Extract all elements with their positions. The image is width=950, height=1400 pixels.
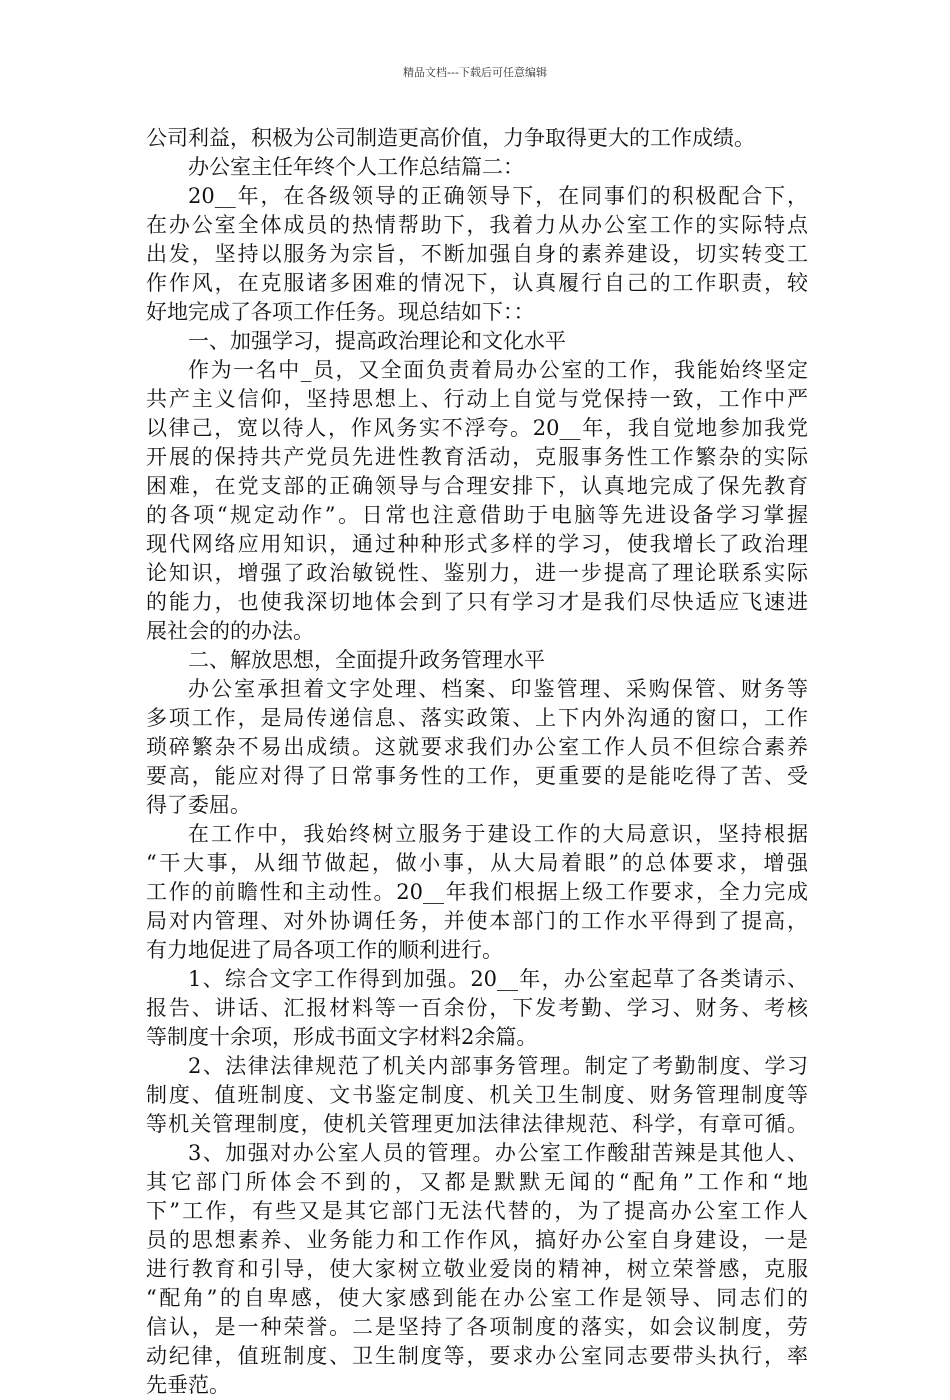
text-line: 有力地促进了局各项工作的顺利进行。 xyxy=(146,938,503,962)
text-line: 在办公室全体成员的热情帮助下，我着力从办公室工作的实际特点 xyxy=(146,213,808,237)
text-line: 共产主义信仰，坚持思想上、行动上自觉与党保持一致，工作中严 xyxy=(146,387,808,411)
text-line: “干大事，从细节做起，做小事，从大局着眼”的总体要求，增强 xyxy=(146,851,808,875)
text-line: 作作风，在克服诸多困难的情况下，认真履行自己的工作职责，较 xyxy=(146,271,808,295)
text-line: 制度、值班制度、文书鉴定制度、机关卫生制度、财务管理制度等 xyxy=(146,1083,808,1107)
text-line: 动纪律，值班制度、卫生制度等，要求办公室同志要带头执行，率 xyxy=(146,1344,808,1368)
text-line: 的各项“规定动作”。日常也注意借助于电脑等先进设备学习掌握 xyxy=(146,503,808,527)
text-line: 要高，能应对得了日常事务性的工作，更重要的是能吃得了苦、受 xyxy=(146,764,808,788)
text-line: 信认，是一种荣誉。二是坚持了各项制度的落实，如会议制度，劳 xyxy=(146,1315,808,1339)
text-line: 的能力，也使我深切地体会到了只有学习才是我们尽快适应飞速进 xyxy=(146,590,808,614)
text-line: “配角”的自卑感，使大家感到能在办公室工作是领导、同志们的 xyxy=(146,1286,808,1310)
text-line: 其它部门所体会不到的，又都是默默无闻的“配角”工作和“地 xyxy=(146,1170,808,1194)
text-line: 等机关管理制度，使机关管理更加法律法律规范、科学，有章可循。 xyxy=(146,1112,808,1136)
page-header: 精品文档---下载后可任意编辑 xyxy=(403,66,547,79)
text-line: 下”工作，有些又是其它部门无法代替的，为了提高办公室工作人 xyxy=(146,1199,808,1223)
text-line: 员的思想素养、业务能力和工作作风，搞好办公室自身建设，一是 xyxy=(146,1228,808,1252)
text-line: 作为一名中_员，又全面负责着局办公室的工作，我能始终坚定 xyxy=(188,358,808,382)
text-line: 一、加强学习，提高政治理论和文化水平 xyxy=(188,329,566,353)
text-line: 办公室承担着文字处理、档案、印鉴管理、采购保管、财务等 xyxy=(188,677,808,701)
text-line: 好地完成了各项工作任务。现总结如下：： xyxy=(146,300,535,324)
text-line: 3、加强对办公室人员的管理。办公室工作酸甜苦辣是其他人、 xyxy=(188,1141,808,1165)
text-line: 以律己，宽以待人，作风务实不浮夸。20__年，我自觉地参加我党 xyxy=(146,416,808,440)
text-line: 多项工作，是局传递信息、落实政策、上下内外沟通的窗口，工作 xyxy=(146,706,808,730)
text-line: 局对内管理、对外协调任务，并使本部门的工作水平得到了提高， xyxy=(146,909,808,933)
text-line: 二、解放思想，全面提升政务管理水平 xyxy=(188,648,545,672)
text-line: 20__年，在各级领导的正确领导下，在同事们的积极配合下， xyxy=(188,184,808,208)
text-line: 1、综合文字工作得到加强。20__年，办公室起草了各类请示、 xyxy=(188,967,808,991)
document-body xyxy=(146,124,808,1400)
text-line: 出发，坚持以服务为宗旨，不断加强自身的素养建设，切实转变工 xyxy=(146,242,808,266)
text-line: 公司利益，积极为公司制造更高价值，力争取得更大的工作成绩。 xyxy=(146,126,755,150)
text-line: 现代网络应用知识，通过种种形式多样的学习，使我增长了政治理 xyxy=(146,532,808,556)
text-line: 得了委屈。 xyxy=(146,793,251,817)
text-line: 等制度十余项，形成书面文字材料2余篇。 xyxy=(146,1025,538,1049)
text-line: 报告、讲话、汇报材料等一百余份，下发考勤、学习、财务、考核 xyxy=(146,996,808,1020)
text-line: 办公室主任年终个人工作总结篇二： xyxy=(188,155,524,179)
text-line: 在工作中，我始终树立服务于建设工作的大局意识，坚持根据 xyxy=(188,822,808,846)
text-line: 工作的前瞻性和主动性。20__年我们根据上级工作要求，全力完成 xyxy=(146,880,808,904)
text-line: 开展的保持共产党员先进性教育活动，克服事务性工作繁杂的实际 xyxy=(146,445,808,469)
text-line: 进行教育和引导，使大家树立敬业爱岗的精神，树立荣誉感，克服 xyxy=(146,1257,808,1281)
text-line: 琐碎繁杂不易出成绩。这就要求我们办公室工作人员不但综合素养 xyxy=(146,735,808,759)
text-line: 展社会的的办法。 xyxy=(146,619,314,643)
text-line: 困难，在党支部的正确领导与合理安排下，认真地完成了保先教育 xyxy=(146,474,808,498)
text-line: 论知识，增强了政治敏锐性、鉴别力，进一步提高了理论联系实际 xyxy=(146,561,808,585)
text-line: 先垂范。 xyxy=(146,1373,230,1397)
text-line: 2、法律法律规范了机关内部事务管理。制定了考勤制度、学习 xyxy=(188,1054,808,1078)
